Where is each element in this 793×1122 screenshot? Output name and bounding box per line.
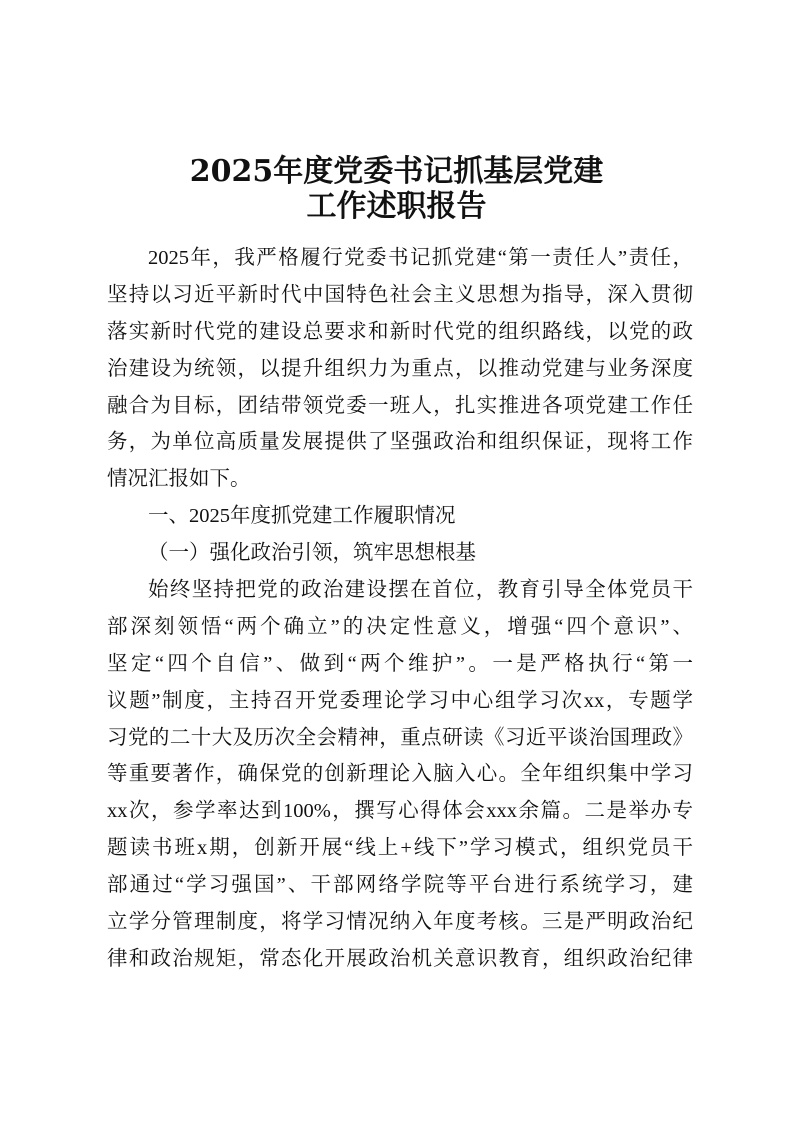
text-line: 律和政治规矩，常态化开展政治机关意识教育，组织政治纪律 <box>107 947 693 970</box>
text-line: 部通过“学习强国”、干部网络学院等平台进行系统学习，建 <box>107 874 693 897</box>
paragraph <box>107 240 693 498</box>
paragraph <box>107 572 693 978</box>
text-line: 坚定“四个自信”、做到“两个维护”。一是严格执行“第一 <box>107 652 693 675</box>
title-line-1: 2025年度党委书记抓基层党建 <box>189 154 604 189</box>
paragraph <box>107 498 693 535</box>
text-line: 坚持以习近平新时代中国特色社会主义思想为指导，深入贯彻 <box>107 283 693 306</box>
text-line: 务，为单位高质量发展提供了坚强政治和组织保证，现将工作 <box>107 431 693 454</box>
document-title <box>0 154 793 224</box>
text-line: 立学分管理制度，将学习情况纳入年度考核。三是严明政治纪 <box>107 911 693 934</box>
text-line: 融合为目标，团结带领党委一班人，扎实推进各项党建工作任 <box>107 394 693 417</box>
text-line: 2025年，我严格履行党委书记抓党建“第一责任人”责任， <box>148 247 693 269</box>
text-line: 始终坚持把党的政治建设摆在首位，教育引导全体党员干 <box>148 579 693 602</box>
paragraph <box>107 535 693 572</box>
text-line: 一、2025年度抓党建工作履职情况 <box>148 505 456 528</box>
text-line: 习党的二十大及历次全会精神，重点研读《习近平谈治国理政》 <box>107 726 693 749</box>
text-line: （一）强化政治引领，筑牢思想根基 <box>148 542 476 565</box>
text-line: 落实新时代党的建设总要求和新时代党的组织路线，以党的政 <box>107 320 693 343</box>
text-line: 题读书班x期，创新开展“线上+线下”学习模式，组织党员干 <box>107 837 693 860</box>
text-line: xx次，参学率达到100%，撰写心得体会xxx余篇。二是举办专 <box>107 800 693 823</box>
title-line-2: 工作述职报告 <box>306 189 487 224</box>
document-body <box>107 240 693 978</box>
text-line: 情况汇报如下。 <box>107 468 251 491</box>
text-line: 议题”制度，主持召开党委理论学习中心组学习次xx，专题学 <box>107 689 693 712</box>
text-line: 部深刻领悟“两个确立”的决定性意义，增强“四个意识”、 <box>107 615 693 638</box>
text-line: 治建设为统领，以提升组织力为重点，以推动党建与业务深度 <box>107 357 693 380</box>
text-line: 等重要著作，确保党的创新理论入脑入心。全年组织集中学习 <box>107 763 693 786</box>
